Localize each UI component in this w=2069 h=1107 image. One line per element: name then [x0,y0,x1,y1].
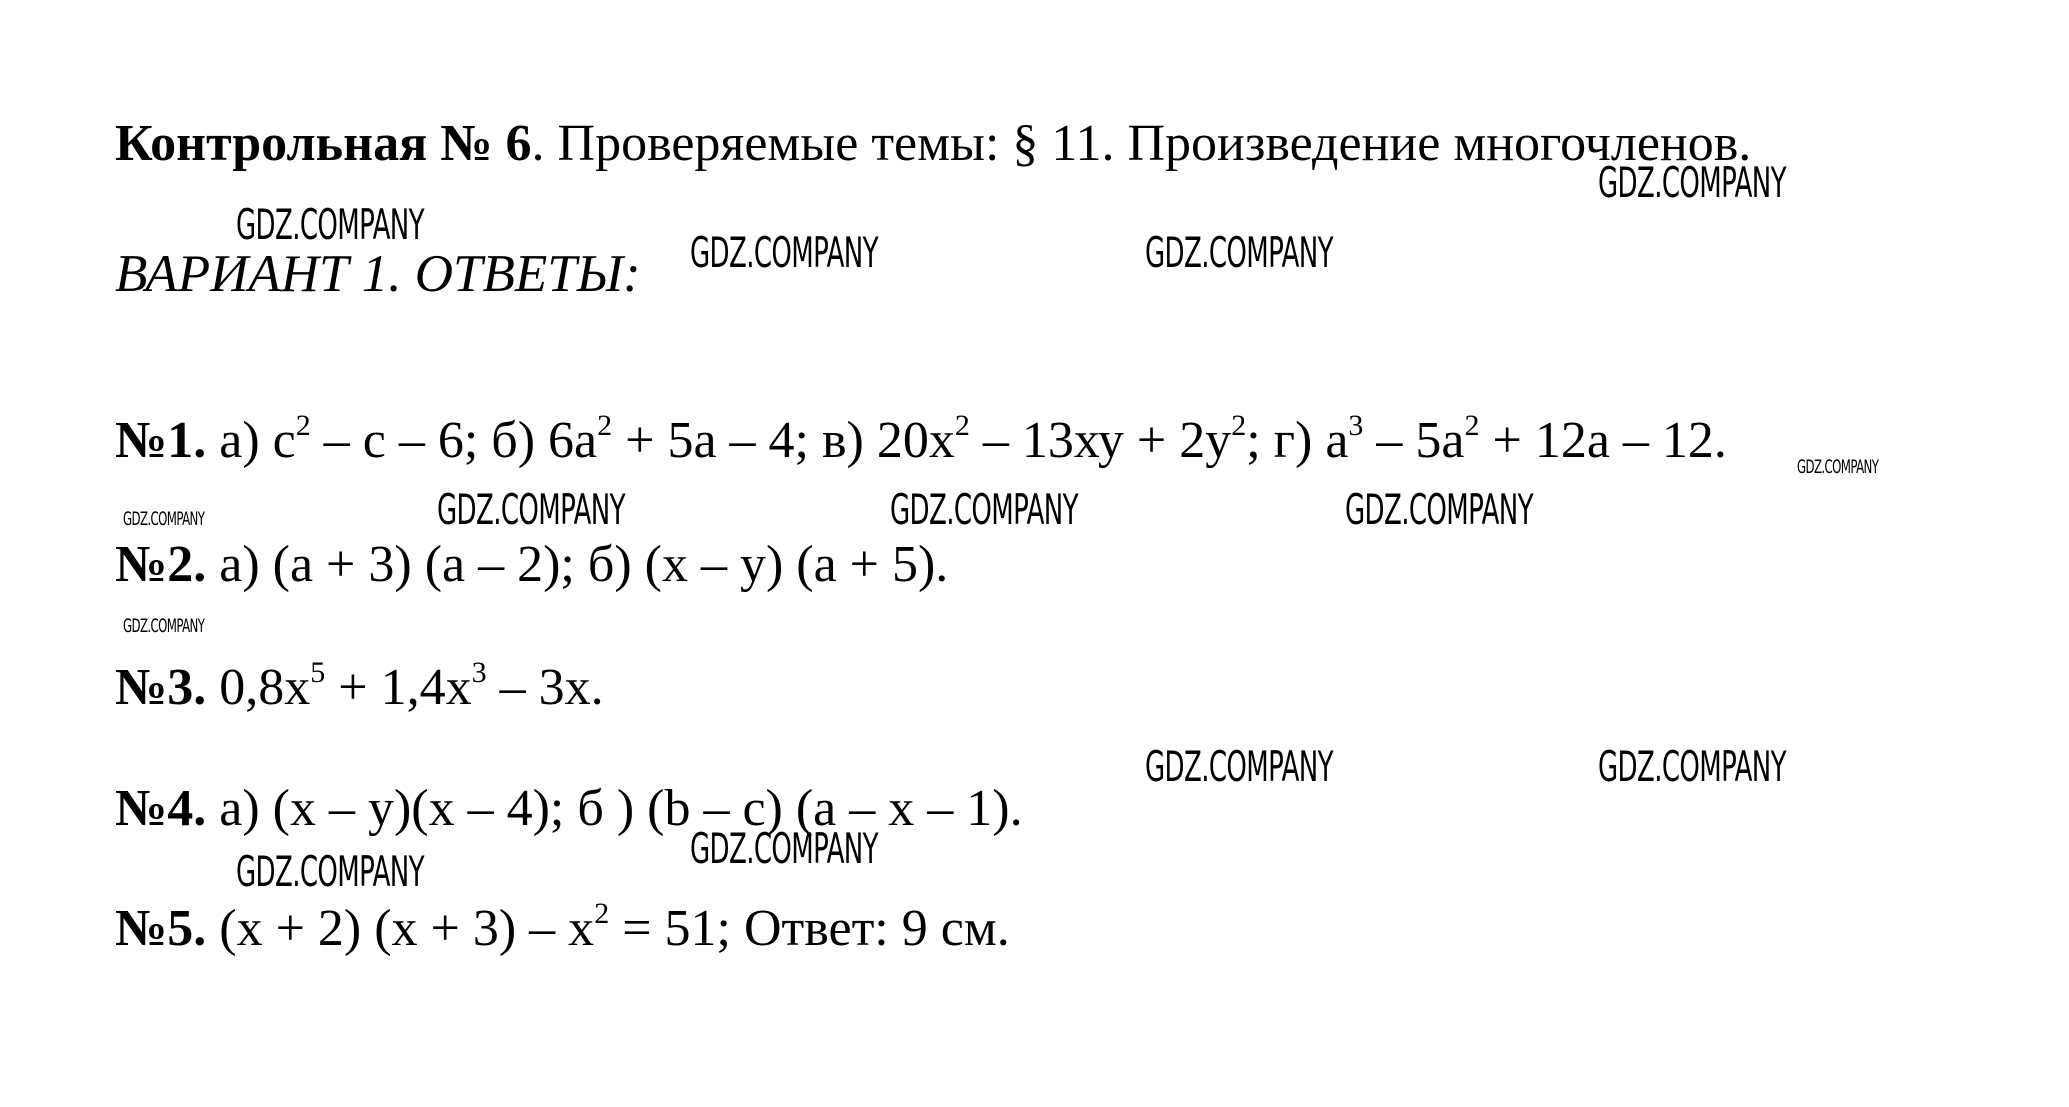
answer-4 [115,780,1023,837]
answer-text: $0,8х^5 + 1,4х^3 - 3х$. [219,656,604,716]
answer-number: №3. [115,659,207,716]
answer-number: №1. [115,412,207,469]
answer-5 [115,897,1010,957]
watermark: GDZ.COMPANY [1797,456,1879,478]
watermark: GDZ.COMPANY [1598,742,1786,791]
watermark: GDZ.COMPANY [690,228,878,277]
test-number: Контрольная № 6 [115,115,532,172]
answer-number: №5. [115,900,207,957]
watermark: GDZ.COMPANY [1145,742,1333,791]
watermark: GDZ.COMPANY [236,847,424,896]
variant-heading: ВАРИАНТ 1. ОТВЕТЫ: [115,245,641,303]
answer-1 [115,409,1727,469]
test-topics: . Проверяемые темы: § 11. Произведение многочленов. [531,115,1752,172]
answer-2 [115,536,949,593]
watermark: GDZ.COMPANY [890,485,1078,534]
answer-number: №2. [115,536,207,593]
watermark: GDZ.COMPANY [690,824,878,873]
watermark: GDZ.COMPANY [1345,485,1533,534]
watermark: GDZ.COMPANY [236,200,424,249]
answer-text: (х + 2) $(х + 3) - х^2 = 51$; Ответ: 9 см. [219,897,1010,957]
answer-text: а) (а + 3) (а – 2); б) (х – у) (а + 5). [219,536,949,593]
answer-number: №4. [115,780,207,837]
watermark: GDZ.COMPANY [437,485,625,534]
watermark: GDZ.COMPANY [1598,158,1786,207]
watermark: GDZ.COMPANY [123,508,205,530]
answer-3 [115,656,604,716]
answer-text: а) (х – у)(х – 4); б ) (b – с) (а – х – 1). [219,780,1023,837]
page-title [115,115,1752,172]
watermark: GDZ.COMPANY [1145,228,1333,277]
watermark: GDZ.COMPANY [123,615,205,637]
answer-text: а) $с^2$ – с – 6; б) $6а^2 + 5а - 4$; в) $20х^2 - 13ху + 2у^2$; г) $а^3 - 5а^2 + 12а - 12$. [219,409,1727,469]
